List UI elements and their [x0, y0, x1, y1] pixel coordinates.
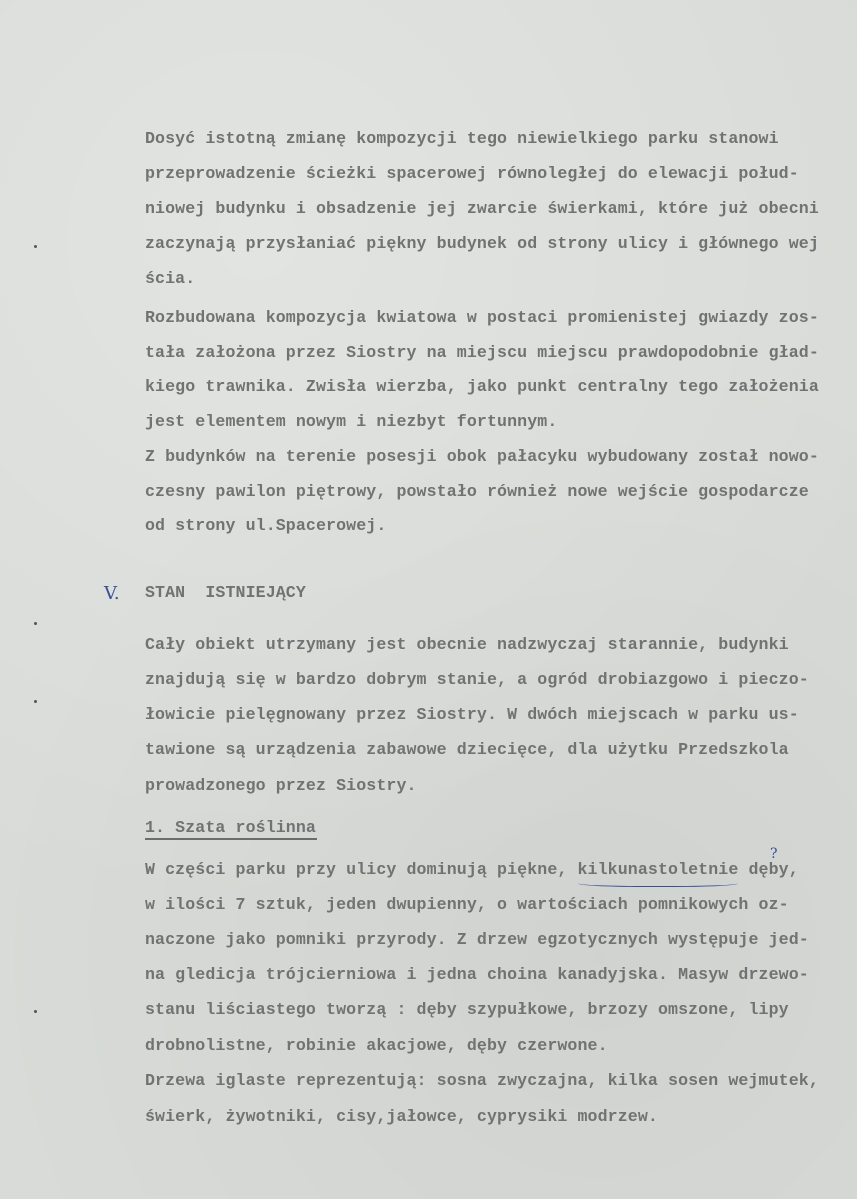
text-line: Rozbudowana kompozycja kwiatowa w postaci promienistej gwiazdy zos- [145, 308, 819, 327]
handwritten-question-mark: ? [770, 846, 778, 862]
text-line: od strony ul.Spacerowej. [145, 516, 387, 535]
text-line: jest elementem nowym i niezbyt fortunnym. [145, 412, 558, 431]
text-line: Dosyć istotną zmianę kompozycji tego niewielkiego parku stanowi [145, 129, 779, 148]
text-line: Cały obiekt utrzymany jest obecnie nadzwyczaj starannie, budynki [145, 635, 789, 654]
handwritten-underline [578, 878, 738, 887]
text-line: W części parku przy ulicy dominują piękne, kilkunastoletnie dęby, [145, 860, 799, 879]
text-line: prowadzonego przez Siostry. [145, 776, 417, 795]
subsection-underline [145, 838, 317, 840]
text-line: Z budynków na terenie posesji obok pałacyku wybudowany został nowo- [145, 447, 819, 466]
text-line: niowej budynku i obsadzenie jej zwarcie świerkami, które już obecni [145, 199, 819, 218]
text-line: kiego trawnika. Zwisła wierzba, jako punkt centralny tego założenia [145, 377, 819, 396]
text-line: tawione są urządzenia zabawowe dziecięce, dla użytku Przedszkola [145, 740, 789, 759]
text-line: świerk, żywotniki, cisy,jałowce, cyprysiki modrzew. [145, 1107, 658, 1126]
text-line: drobnolistne, robinie akacjowe, dęby czerwone. [145, 1036, 608, 1055]
margin-dot [34, 245, 37, 248]
text-line: stanu liściastego tworzą : dęby szypułkowe, brzozy omszone, lipy [145, 1000, 789, 1019]
text-line: ścia. [145, 269, 196, 288]
text-line: na gledicja trójcierniowa i jedna choina kanadyjska. Masyw drzewo- [145, 965, 809, 984]
text-line: łowicie pielęgnowany przez Siostry. W dwóch miejscach w parku us- [145, 705, 799, 724]
margin-dot [34, 622, 37, 625]
text-line: zaczynają przysłaniać piękny budynek od strony ulicy i głównego wej [145, 234, 819, 253]
text-line: znajdują się w bardzo dobrym stanie, a ogród drobiazgowo i pieczo- [145, 670, 809, 689]
margin-dot [34, 1010, 37, 1013]
text-line: przeprowadzenie ścieżki spacerowej równoległej do elewacji połud- [145, 164, 799, 183]
text-line: czesny pawilon piętrowy, powstało również nowe wejście gospodarcze [145, 482, 809, 501]
text-line: tała założona przez Siostry na miejscu miejscu prawdopodobnie gład- [145, 343, 819, 362]
text-line: Drzewa iglaste reprezentują: sosna zwyczajna, kilka sosen wejmutek, [145, 1071, 819, 1090]
margin-dot [34, 700, 37, 703]
text-line: naczone jako pomniki przyrody. Z drzew egzotycznych występuje jed- [145, 930, 809, 949]
section-number: V. [104, 583, 120, 604]
subsection-title: 1. Szata roślinna [145, 818, 316, 837]
text-line: w ilości 7 sztuk, jeden dwupienny, o wartościach pomnikowych oz- [145, 895, 789, 914]
section-title: STAN ISTNIEJĄCY [145, 583, 306, 602]
